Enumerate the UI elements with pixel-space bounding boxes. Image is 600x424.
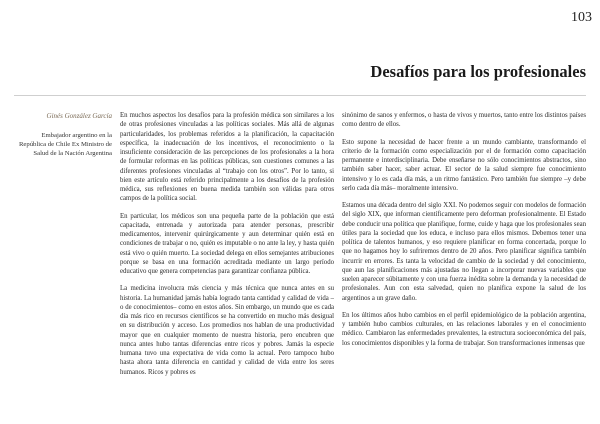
title-divider bbox=[14, 95, 586, 96]
chapter-title: Desafíos para los profesionales bbox=[370, 62, 586, 81]
paragraph: En particular, los médicos son una pequeña parte de la población que está capacitada, entrenada y autorizada para atender personas, prescribir medicamentos, intervenir quirúrgicamente y aun determinar quién está en condiciones de trabajar o no, quién es imputable o no ante la ley, y hasta quién está vivo o quién muerto. La sociedad delega en ellos semejantes atribuciones porque se basa en una formación acreditada mediante un largo período educativo que genera competencias para garantizar confianza pública. bbox=[120, 212, 334, 275]
paragraph: Esto supone la necesidad de hacer frente a un mundo cambiante, transformando el criterio de la formación como especialización por el de formación como capacitación permanente e interdisciplinaria. Debe enseñarse no sólo conocimientos abstractos, sino también saber hacer, saber actuar. El sector de la salud siempre fue conocimiento intensivo y lo es cada día más, a un ritmo fantástico. Pero también fue siempre –y debe serlo cada día más– moralmente intensivo. bbox=[342, 138, 586, 192]
paragraph: La medicina involucra más ciencia y más técnica que nunca antes en su historia. La humanidad jamás había logrado tanta cantidad y calidad de vida –o de conocimientos– como en estos años. Sin embargo, un mundo que es cada día más rico en recursos científicos se ha convertido en mucho más desigual en su distribución y acceso. Los promedios nos hablan de una productividad mayor que en cualquier momento de nuestra historia, pero encubren que nunca antes hubo tantas diferencias entre ricos y pobres. Jamás la especie humana tuvo una expectativa de vida como la actual. Pero tampoco hubo hasta ahora tanta diferencia en cantidad y calidad de vida entre los seres humanos. Ricos y pobres es bbox=[120, 285, 334, 376]
paragraph: En los últimos años hubo cambios en el perfil epidemiológico de la población argentina, y también hubo cambios culturales, en las relaciones laborales y en el conocimiento médico. Cambiaron las enfermedades prevalentes, la estructura socioeconómica del país, los conocimientos disponibles y la forma de trabajar. Son transformaciones inmensas que bbox=[342, 311, 586, 347]
paragraph: Estamos una década dentro del siglo XXI. No podemos seguir con modelos de formación del siglo XIX, que informan científicamente pero deforman profesionalmente. El Estado debe conducir una política que planifique, forme, cuide y haga que los profesionales sean útiles para la sociedad que los educa, e incluso para ellos mismos. Debemos tener una política de talentos humanos, y eso requiere planificar en forma concertada, porque lo que no hagamos hoy lo sufriremos dentro de 20 años. Pero planificar significa también incurrir en errores. Es tanta la velocidad de cambio de la sociedad y del conocimiento, que aun las planificaciones más ajustadas no llegan a incorporar nuevas variables que suelen aparecer súbitamente y con una fuerza inédita sobre la demanda y la necesidad de profesionales. Aun con esta salvedad, quien no planifica expone la salud de los argentinos a un grave daño. bbox=[342, 202, 586, 302]
paragraph: sinónimo de sanos y enfermos, o hasta de vivos y muertos, tanto entre los distintos países como dentro de ellos. bbox=[342, 112, 586, 129]
text-column-left bbox=[120, 111, 334, 417]
author-name: Ginés González García bbox=[46, 112, 112, 120]
author-role: Embajador argentino en la República de Chile Ex Ministro de Salud de la Nación Argentina bbox=[18, 132, 112, 158]
author-block bbox=[14, 111, 112, 159]
page-number: 103 bbox=[571, 10, 592, 25]
paragraph: En muchos aspectos los desafíos para la profesión médica son similares a los de otras profesiones vinculadas a las políticas sociales. Más allá de algunas particularidades, los problemas referidos a la planificación, la capacitación específica, la inadecuación de los incentivos, el reconocimiento o la insuficiente consideración de las percepciones de los profesionales a la hora de formular reformas en las políticas públicas, son cuestiones comunes a las diferentes profesiones vinculadas al “trabajo con los otros”. Por lo tanto, si bien este artículo está referido principalmente a los desafíos de la profesión médica, sus reflexiones en buena medida también son válidas para otros campos de la política social. bbox=[120, 112, 334, 203]
text-column-right bbox=[342, 111, 586, 417]
